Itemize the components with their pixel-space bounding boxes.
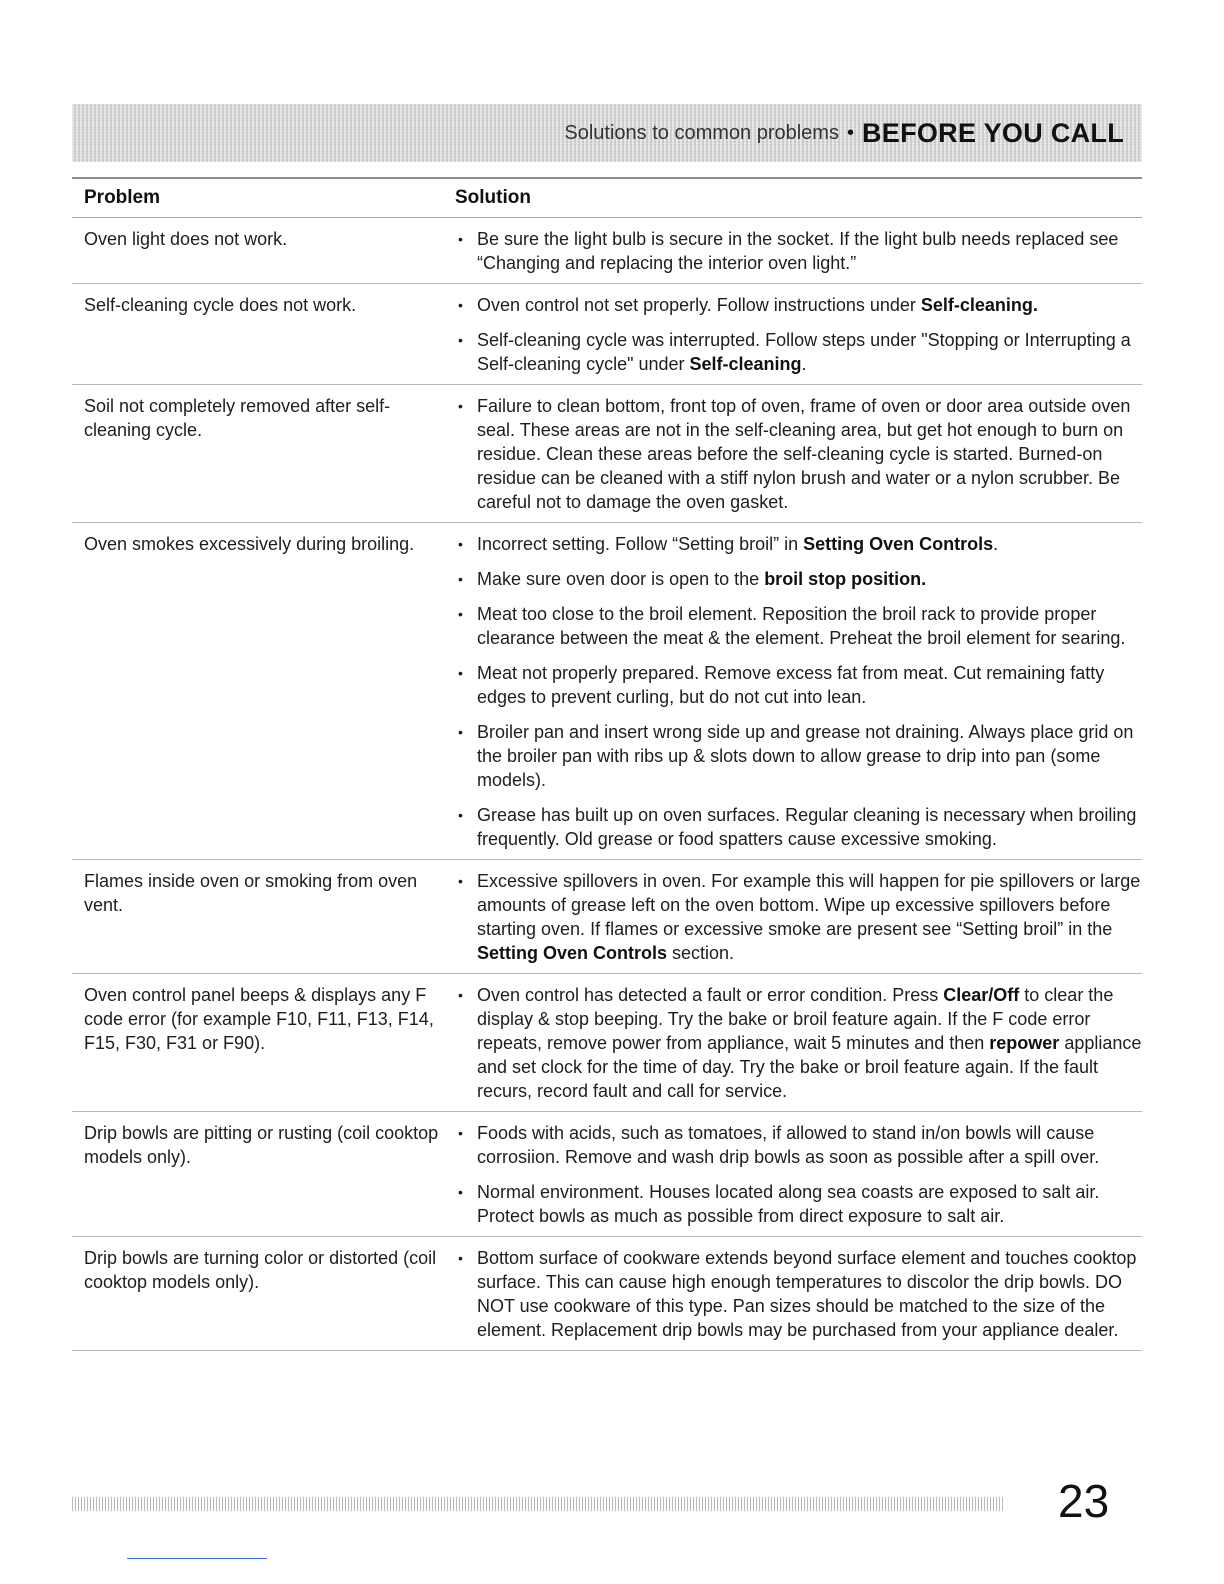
solution-text: Meat not properly prepared. Remove excess fat from meat. Cut remaining fatty edges to prevent curling, but do not cut into lean. bbox=[477, 663, 1105, 707]
solution-text: Grease has built up on oven surfaces. Regular cleaning is necessary when broiling frequently. Old grease or food spatters cause excessive smoking. bbox=[477, 805, 1137, 849]
solution-item bbox=[455, 394, 1142, 514]
solution-list bbox=[455, 869, 1142, 965]
solution-item bbox=[455, 803, 1142, 851]
solution-list bbox=[455, 532, 1142, 851]
table-row bbox=[72, 523, 1142, 860]
solution-list bbox=[455, 983, 1142, 1103]
solution-text: Excessive spillovers in oven. For example this will happen for pie spillovers or large amounts of grease left on the oven bottom. Wipe up excessive spillovers before starting oven. If flames or excessive smoke are present see “Setting broil” in the bbox=[477, 871, 1141, 939]
problem-cell: Soil not completely removed after self-cleaning cycle. bbox=[84, 396, 391, 440]
solution-text: Oven control not set properly. Follow instructions under bbox=[477, 295, 921, 315]
table-row bbox=[72, 218, 1142, 284]
solution-cell bbox=[455, 532, 1142, 851]
problem-cell: Drip bowls are turning color or distorted (coil cooktop models only). bbox=[84, 1248, 437, 1292]
solution-cell bbox=[455, 227, 1142, 275]
solution-column-header: Solution bbox=[455, 187, 531, 208]
table-row bbox=[72, 974, 1142, 1112]
table-row bbox=[72, 284, 1142, 385]
solution-list bbox=[455, 394, 1142, 514]
solution-text: . bbox=[993, 534, 999, 554]
table-row bbox=[72, 1237, 1142, 1351]
solution-text: Normal environment. Houses located along sea coasts are exposed to salt air. Protect bowls as much as possible from direct exposure to salt air. bbox=[477, 1182, 1100, 1226]
solution-item bbox=[455, 227, 1142, 275]
solution-item bbox=[455, 532, 1142, 556]
solution-text: Foods with acids, such as tomatoes, if allowed to stand in/on bowls will cause corrosiion. Remove and wash drip bowls as soon as possible after a spill over. bbox=[477, 1123, 1100, 1167]
table-row bbox=[72, 1112, 1142, 1237]
section-banner bbox=[72, 104, 1142, 162]
solution-text: Incorrect setting. Follow “Setting broil” in bbox=[477, 534, 804, 554]
bottom-rule bbox=[127, 1558, 267, 1559]
solution-list bbox=[455, 1246, 1142, 1342]
solution-item bbox=[455, 869, 1142, 965]
solution-emphasis: repower bbox=[989, 1033, 1060, 1053]
solution-emphasis: Clear/Off bbox=[943, 985, 1020, 1005]
solution-text: appliance and set clock for the time of day. Try the bake or broil feature again. If the fault recurs, record fault and call for service. bbox=[477, 1033, 1142, 1101]
solution-cell bbox=[455, 1246, 1142, 1342]
solution-emphasis: Self-cleaning bbox=[689, 354, 802, 374]
solution-text: Bottom surface of cookware extends beyond surface element and touches cooktop surface. This can cause high enough temperatures to discolor the drip bowls. DO NOT use cookware of this type. Pan sizes should be matched to the size of the element. Replacement drip bowls may be purchased from your appliance dealer. bbox=[477, 1248, 1137, 1340]
solution-item bbox=[455, 1180, 1142, 1228]
solution-item bbox=[455, 661, 1142, 709]
banner-title: BEFORE YOU CALL bbox=[861, 117, 1124, 148]
solution-item bbox=[455, 983, 1142, 1103]
solution-cell bbox=[455, 1121, 1142, 1228]
solution-text: . bbox=[801, 354, 807, 374]
solution-emphasis: Setting Oven Controls bbox=[803, 534, 994, 554]
solution-list bbox=[455, 227, 1142, 275]
solution-item bbox=[455, 1246, 1142, 1342]
solution-text: Self-cleaning cycle was interrupted. Follow steps under "Stopping or Interrupting a Self-cleaning cycle" under bbox=[477, 330, 1131, 374]
table-row bbox=[72, 385, 1142, 523]
solution-text: section. bbox=[667, 943, 735, 963]
banner-subtitle: Solutions to common problems bbox=[564, 121, 839, 144]
solution-item bbox=[455, 1121, 1142, 1169]
problem-cell: Oven control panel beeps & displays any F code error (for example F10, F11, F13, F14, F15, F30, F31 or F90). bbox=[84, 985, 434, 1053]
solution-text: Failure to clean bottom, front top of oven, frame of oven or door area outside oven seal. These areas are not in the self-cleaning area, but get hot enough to burn on residue. Clean these areas before the self-cleaning cycle is started. Burned-on residue can be cleaned with a stiff nylon brush and water or a nylon scrubber. Be careful not to damage the oven gasket. bbox=[477, 396, 1131, 512]
problem-cell: Oven smokes excessively during broiling. bbox=[84, 534, 415, 554]
solution-list bbox=[455, 1121, 1142, 1228]
problem-cell: Oven light does not work. bbox=[84, 229, 288, 249]
solution-item bbox=[455, 328, 1142, 376]
table-body bbox=[72, 218, 1142, 1351]
solution-text: Meat too close to the broil element. Reposition the broil rack to provide proper clearance between the meat & the element. Preheat the broil element for searing. bbox=[477, 604, 1126, 648]
solution-item bbox=[455, 720, 1142, 792]
solution-cell bbox=[455, 869, 1142, 965]
banner-separator: • bbox=[846, 121, 854, 144]
problem-cell: Drip bowls are pitting or rusting (coil cooktop models only). bbox=[84, 1123, 439, 1167]
solution-item bbox=[455, 567, 1142, 591]
solution-emphasis: Setting Oven Controls bbox=[477, 943, 668, 963]
solution-text: Oven control has detected a fault or error condition. Press bbox=[477, 985, 944, 1005]
solution-list bbox=[455, 293, 1142, 376]
solution-text: Be sure the light bulb is secure in the socket. If the light bulb needs replaced see “Changing and replacing the interior oven light.” bbox=[477, 229, 1119, 273]
solution-cell bbox=[455, 983, 1142, 1103]
solution-item bbox=[455, 293, 1142, 317]
problem-column-header: Problem bbox=[84, 187, 161, 208]
footer-rule bbox=[72, 1497, 1004, 1511]
table-row bbox=[72, 860, 1142, 974]
solution-cell bbox=[455, 293, 1142, 376]
page-number: 23 bbox=[1058, 1475, 1110, 1527]
problem-cell: Flames inside oven or smoking from oven vent. bbox=[84, 871, 418, 915]
table-header bbox=[72, 177, 1142, 218]
solution-text: to clear the display & stop beeping. Try the bake or broil feature again. If the F code error repeats, remove power from appliance, wait 5 minutes and then bbox=[477, 985, 1114, 1053]
solution-emphasis: Self-cleaning. bbox=[920, 295, 1038, 315]
solution-text: Broiler pan and insert wrong side up and grease not draining. Always place grid on the broiler pan with ribs up & slots down to allow grease to drip into pan (some models). bbox=[477, 722, 1134, 790]
solution-emphasis: broil stop position. bbox=[764, 569, 927, 589]
troubleshooting-table bbox=[72, 177, 1142, 1351]
solution-cell bbox=[455, 394, 1142, 514]
solution-item bbox=[455, 602, 1142, 650]
problem-cell: Self-cleaning cycle does not work. bbox=[84, 295, 357, 315]
solution-text: Make sure oven door is open to the bbox=[477, 569, 765, 589]
